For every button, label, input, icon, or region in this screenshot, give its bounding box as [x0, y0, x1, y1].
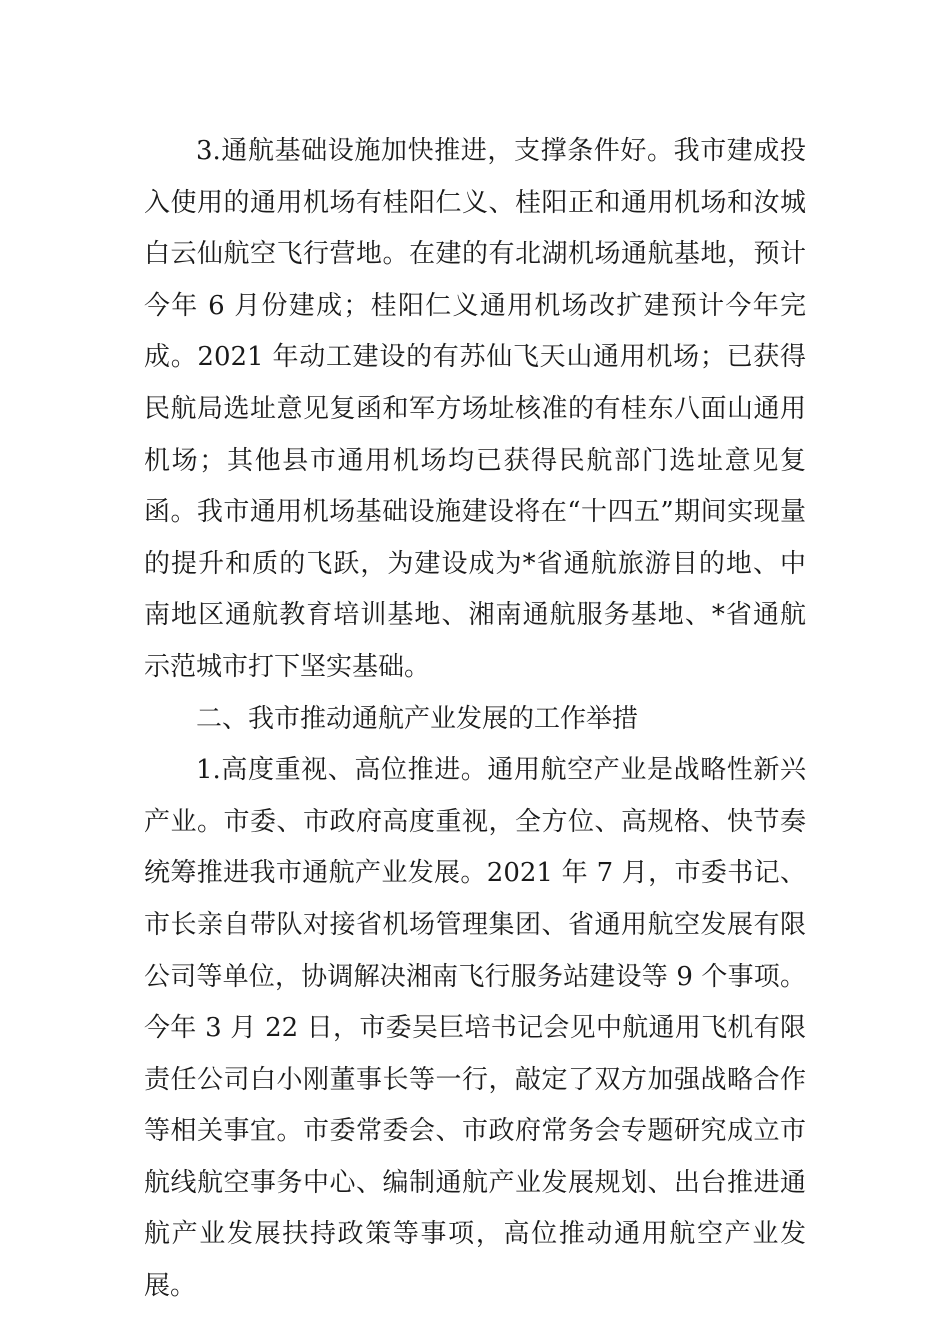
paragraph-infrastructure: 3.通航基础设施加快推进，支撑条件好。我市建成投入使用的通用机场有桂阳仁义、桂阳正和通用机场和汝城白云仙航空飞行营地。在建的有北湖机场通航基地，预计今年 6 月份建成；桂阳仁义通用机场改扩建预计今年完成。2021 年动工建设的有苏仙飞天山通用机场；已获得民航局选址意见复函和军方场址核准的有桂东八面山通用机场；其他县市通用机场均已获得民航部门选址意见复函。我市通用机场基础设施建设将在“十四五”期间实现量的提升和质的飞跃，为建设成为*省通航旅游目的地、中南地区通航教育培训基地、湘南通航服务基地、*省通航示范城市打下坚实基础。	[144, 136, 806, 682]
paragraph-high-priority: 1.高度重视、高位推进。通用航空产业是战略性新兴产业。市委、市政府高度重视，全方位、高规格、快节奏统筹推进我市通航产业发展。2021 年 7 月，市委书记、市长亲自带队对接省机场管理集团、省通用航空发展有限公司等单位，协调解决湘南飞行服务站建设等 9 个事项。今年 3 月 22 日，市委吴巨培书记会见中航通用飞机有限责任公司白小刚董事长等一行，敲定了双方加强战略合作等相关事宜。市委常委会、市政府常务会专题研究成立市航线航空事务中心、编制通航产业发展规划、出台推进通航产业发展扶持政策等事项，高位推动通用航空产业发展。	[144, 755, 806, 1302]
section-heading-measures: 二、我市推动通航产业发展的工作举措	[196, 703, 639, 734]
document-body	[144, 126, 806, 1313]
